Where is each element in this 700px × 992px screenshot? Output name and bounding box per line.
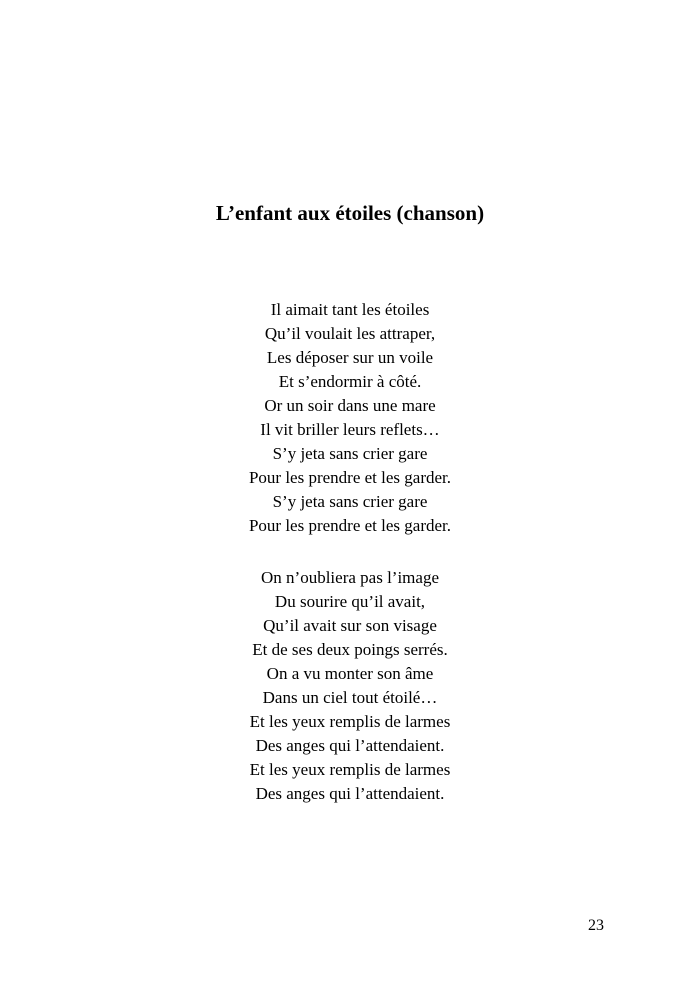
verse-line: Et les yeux remplis de larmes — [249, 712, 451, 731]
verse-line: On a vu monter son âme — [266, 664, 434, 683]
verse-line: Et s’endormir à côté. — [278, 372, 422, 391]
verse-line: Des anges qui l’attendaient. — [255, 736, 445, 755]
verse-line: Pour les prendre et les garder. — [248, 516, 452, 535]
stanza-2 — [0, 566, 700, 806]
page-number: 23 — [588, 917, 604, 934]
stanza-1 — [0, 298, 700, 538]
verse-line: Il vit briller leurs reflets… — [260, 420, 440, 439]
verse-line: On n’oubliera pas l’image — [261, 568, 439, 587]
verse-line: Les déposer sur un voile — [266, 348, 434, 367]
verse-line: Or un soir dans une mare — [264, 396, 436, 415]
poem-title: L’enfant aux étoiles (chanson) — [215, 201, 485, 225]
verse-line: S’y jeta sans crier gare — [272, 492, 428, 511]
verse-line: Dans un ciel tout étoilé… — [262, 688, 438, 707]
verse-line: S’y jeta sans crier gare — [272, 444, 428, 463]
verse-line: Il aimait tant les étoiles — [270, 300, 430, 319]
verse-line: Du sourire qu’il avait, — [274, 592, 426, 611]
verse-line: Et les yeux remplis de larmes — [249, 760, 451, 779]
verse-line: Des anges qui l’attendaient. — [255, 784, 445, 803]
verse-line: Qu’il avait sur son visage — [263, 616, 437, 635]
verse-line: Pour les prendre et les garder. — [248, 468, 452, 487]
verse-line: Et de ses deux poings serrés. — [252, 640, 448, 659]
verse-line: Qu’il voulait les attraper, — [264, 324, 436, 343]
